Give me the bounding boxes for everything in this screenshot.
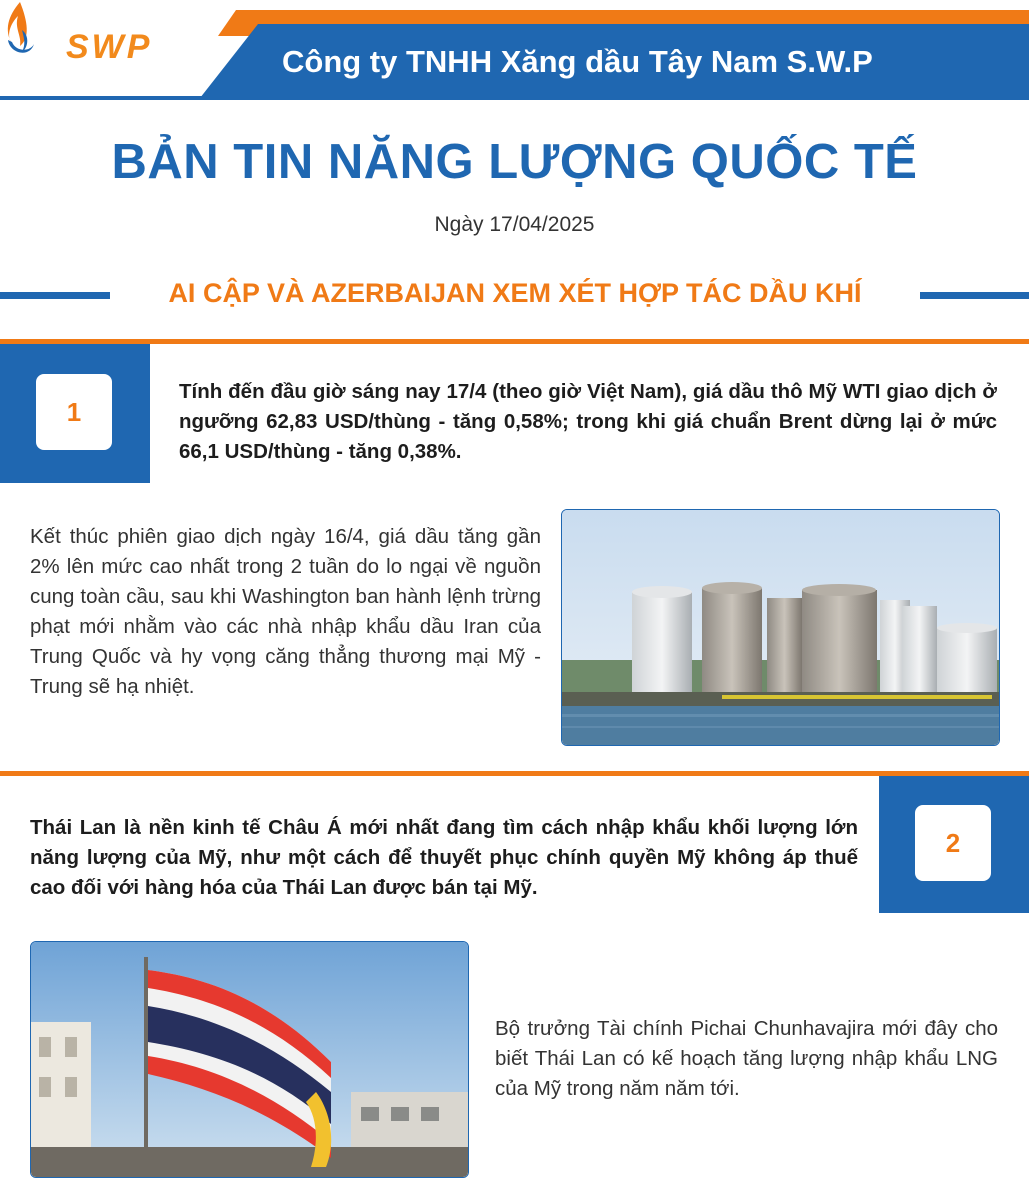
flame-logo-icon: [0, 0, 40, 62]
item-1-number: 1: [36, 374, 112, 450]
header-banner: [0, 0, 1029, 100]
item-2-number-panel: [879, 776, 1029, 913]
logo-text: SWP: [66, 28, 153, 66]
item-2-number: 2: [915, 805, 991, 881]
thai-flag-photo: [30, 941, 469, 1178]
item-1-top-rule: [0, 339, 1029, 344]
section-title: AI CẬP VÀ AZERBAIJAN XEM XÉT HỢP TÁC DẦU KHÍ: [168, 278, 862, 308]
company-name: Công ty TNHH Xăng dầu Tây Nam S.W.P: [282, 44, 873, 79]
section-divider-left: [0, 292, 110, 299]
page-title: BẢN TIN NĂNG LƯỢNG QUỐC TẾ: [111, 135, 918, 189]
item-2-lead: Thái Lan là nền kinh tế Châu Á mới nhất đang tìm cách nhập khẩu khối lượng lớn năng lượng của Mỹ, như một cách để thuyết phục chính quyền Mỹ không áp thuế cao đối với hàng hóa của Thái Lan được bán tại Mỹ.: [30, 816, 858, 899]
item-1-body: Kết thúc phiên giao dịch ngày 16/4, giá dầu tăng gần 2% lên mức cao nhất trong 2 tuần do lo ngại về nguồn cung toàn cầu, sau khi Washington ban hành lệnh trừng phạt mới nhằm vào các nhà nhập khẩu dầu Iran của Trung Quốc và hy vọng căng thẳng thương mại Mỹ - Trung sẽ hạ nhiệt.: [30, 525, 541, 698]
section-divider-right: [920, 292, 1029, 299]
issue-date: Ngày 17/04/2025: [434, 213, 595, 236]
item-1-lead: Tính đến đầu giờ sáng nay 17/4 (theo giờ Việt Nam), giá dầu thô Mỹ WTI giao dịch ở ngưỡng 62,83 USD/thùng - tăng 0,58%; trong khi giá chuẩn Brent dừng lại ở mức 66,1 USD/thùng - tăng 0,38%.: [179, 380, 997, 463]
oil-storage-tanks-photo: [561, 509, 1000, 746]
item-2-body: Bộ trưởng Tài chính Pichai Chunhavajira mới đây cho biết Thái Lan có kế hoạch tăng lượng nhập khẩu LNG của Mỹ trong năm năm tới.: [495, 1017, 998, 1100]
item-1-number-panel: [0, 344, 150, 483]
item-2-top-rule: [0, 771, 1029, 776]
